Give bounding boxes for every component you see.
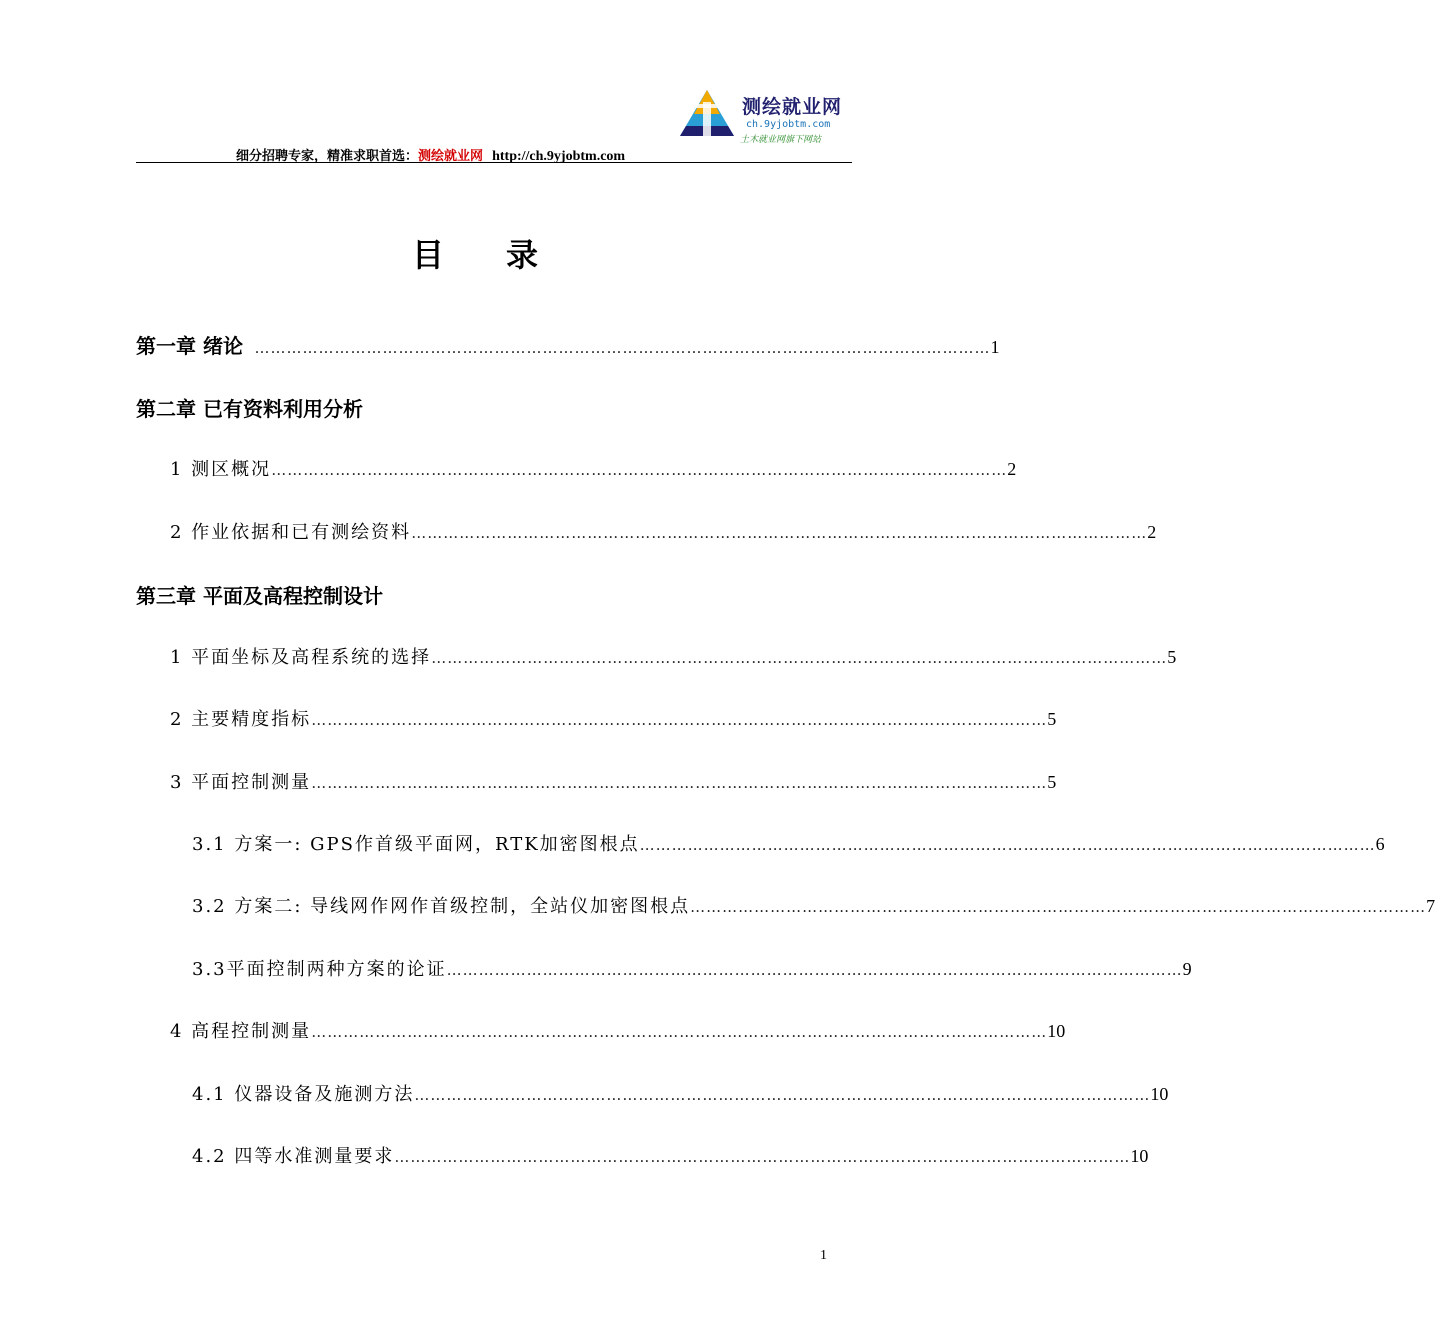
logo-name: 测绘就业网 <box>742 96 843 118</box>
toc-entry-label: 1 平面坐标及高程系统的选择 <box>170 647 432 668</box>
toc-leader-dots: ………………………………………………………………………………………………………………………… <box>311 774 1048 792</box>
toc-leader-dots: ………………………………………………………………………………………………………………………… <box>414 1086 1151 1104</box>
logo-url: ch.9yjobtm.com <box>746 119 831 130</box>
toc-entry-label: 4.1 仪器设备及施测方法 <box>192 1084 415 1105</box>
toc-entry-label: 3.1 方案一: GPS作首级平面网，RTK加密图根点 <box>192 834 640 855</box>
pyramid-logo-icon <box>676 88 738 138</box>
toc-entry-label: 2 作业依据和已有测绘资料 <box>170 522 412 543</box>
toc-entry-page: 5 <box>1047 709 1057 729</box>
logo-tagline: 土木就业网旗下网站 <box>740 135 822 145</box>
toc-entry-label: 3.3平面控制两种方案的论证 <box>192 959 447 980</box>
toc-leader-dots: ………………………………………………………………………………………………………………………… <box>446 961 1183 979</box>
toc-entry-page: 5 <box>1047 772 1057 792</box>
toc-entry-3-4[interactable] <box>170 1017 1066 1049</box>
toc-entry-page: 2 <box>1147 522 1157 542</box>
toc-entry-label: 2 主要精度指标 <box>170 709 312 730</box>
toc-leader-dots: ………………………………………………………………………………………………………………………… <box>271 461 1008 479</box>
toc-title-part2: 录 <box>506 236 539 274</box>
header-divider <box>136 162 852 163</box>
toc-leader-dots: ………………………………………………………………………………………………………………………… <box>311 711 1048 729</box>
toc-entry-3-3[interactable] <box>170 768 1057 800</box>
toc-leader-dots: ………………………………………………………………………………………………………………………… <box>311 1023 1048 1041</box>
toc-title <box>0 230 950 276</box>
toc-leader-dots: ………………………………………………………………………………………………………………………… <box>394 1148 1131 1166</box>
toc-entry-chapter-3[interactable] <box>136 580 839 612</box>
toc-entry-page: 5 <box>1167 647 1177 667</box>
toc-entry-3-1[interactable] <box>170 643 1177 675</box>
toc-entry-label: 第三章 平面及高程控制设计 <box>136 584 383 608</box>
toc-entry-2-1[interactable] <box>170 455 1017 487</box>
toc-leader-dots: ………………………………………………………………………………………………………………………… <box>690 898 1427 916</box>
site-logo <box>676 88 856 146</box>
toc-entry-label: 第一章 绪论 <box>136 334 243 358</box>
toc-entry-chapter-1[interactable] <box>136 330 1000 362</box>
toc-entry-3-4-1[interactable] <box>192 1080 1169 1112</box>
toc-entry-label: 4.2 四等水准测量要求 <box>192 1146 395 1167</box>
toc-leader-dots: ………………………………………………………………………………………………………………………… <box>639 836 1376 854</box>
toc-entry-label: 4 高程控制测量 <box>170 1021 312 1042</box>
toc-leader-dots: ………………………………………………………………………………………………………………………… <box>242 339 991 357</box>
toc-entry-page: 6 <box>1375 834 1385 854</box>
toc-entry-chapter-2[interactable] <box>136 393 839 425</box>
toc-entry-label: 第二章 已有资料利用分析 <box>136 397 363 421</box>
toc-entry-page: 10 <box>1130 1146 1149 1166</box>
slogan-prefix: 细分招聘专家，精准求职首选： <box>236 149 419 164</box>
toc-entry-page: 10 <box>1047 1021 1066 1041</box>
toc-entry-label: 3 平面控制测量 <box>170 772 312 793</box>
toc-entry-page: 7 <box>1426 896 1435 916</box>
toc-entry-label: 1 测区概况 <box>170 459 272 480</box>
toc-entry-page: 1 <box>990 337 1000 357</box>
slogan-url-link[interactable]: http://ch.9yjobtm.com <box>492 149 626 164</box>
slogan-brand-link[interactable]: 测绘就业网 <box>418 149 484 164</box>
toc-entry-page: 10 <box>1150 1084 1169 1104</box>
toc-leader-dots: ………………………………………………………………………………………………………………………… <box>431 649 1168 667</box>
toc-entry-3-3-1[interactable] <box>192 830 1385 862</box>
toc-entry-page: 2 <box>1007 459 1017 479</box>
toc-entry-3-2[interactable] <box>170 705 1057 737</box>
toc-leader-dots: ………………………………………………………………………………………………………………………… <box>411 524 1148 542</box>
toc-entry-page: 9 <box>1182 959 1192 979</box>
toc-entry-3-4-2[interactable] <box>192 1142 1149 1174</box>
toc-entry-3-3-3[interactable] <box>192 955 1192 987</box>
toc-entry-3-3-2[interactable] <box>192 892 1435 924</box>
page-number: 1 <box>820 1248 827 1263</box>
toc-entry-label: 3.2 方案二: 导线网作网作首级控制，全站仪加密图根点 <box>192 896 691 917</box>
toc-entry-2-2[interactable] <box>170 518 1157 550</box>
toc-title-part1: 目 <box>411 236 444 274</box>
